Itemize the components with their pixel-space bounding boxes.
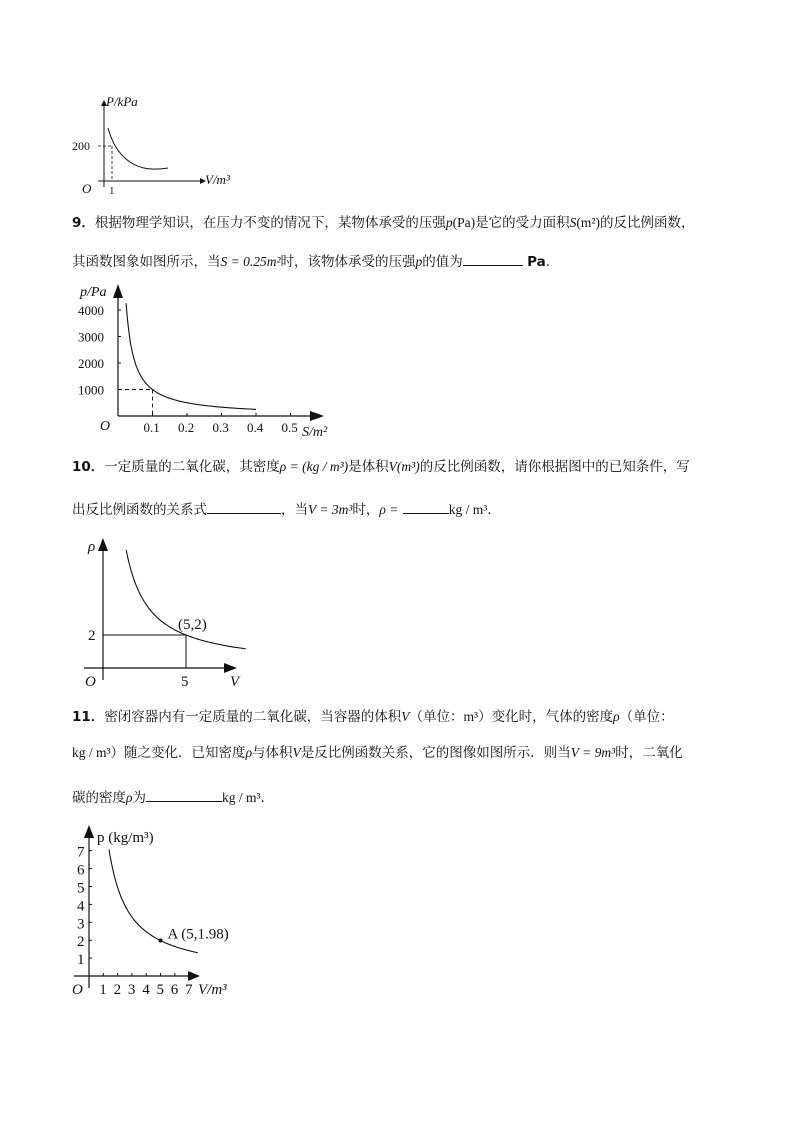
answer-blank[interactable] [463, 253, 523, 266]
y-axis-arrow-icon [113, 284, 123, 298]
x-tick-label: 3 [127, 982, 136, 998]
y-tick-label: 3 [77, 916, 85, 933]
question-10-line-1: 10．一定质量的二氧化碳，其密度ρ = (kg / m³)是体积V(m³)的反比例函数，请你根据图中的已知条件，写 [72, 459, 690, 475]
y-tick-label: 5 [77, 880, 85, 897]
y-tick-200: 200 [72, 139, 90, 153]
y-axis-label: ρ [88, 539, 96, 555]
answer-blank-function[interactable] [207, 501, 281, 514]
x-tick-label: 6 [170, 982, 179, 998]
y-tick-label: 1 [77, 952, 85, 969]
y-tick-label: 2000 [78, 356, 104, 371]
curve [108, 128, 168, 169]
x-axis-arrow-icon [188, 971, 200, 981]
x-tick-label: 2 [113, 982, 122, 998]
y-tick-label: 2 [88, 628, 96, 644]
x-tick-label: 0.3 [212, 420, 229, 435]
chart-pressure-area [72, 280, 352, 440]
origin-label: O [85, 674, 96, 690]
chart-density-volume-1 [80, 535, 250, 695]
question-11-line-2: kg / m³）随之变化．已知密度ρ与体积V是反比例函数关系，它的图像如图所示．则当V = 9m³时，二氧化 [72, 745, 683, 761]
point-label: (5,2) [178, 617, 207, 633]
y-tick-label: 4000 [78, 303, 104, 318]
curve [126, 550, 246, 649]
origin-label: O [100, 419, 111, 434]
y-axis-label: p/Pa [80, 285, 107, 300]
question-number: 9 [72, 215, 82, 231]
x-tick-label: 1 [99, 982, 107, 998]
question-9-line-1: 9．根据物理学知识，在压力不变的情况下，某物体承受的压强p(Pa)是它的受力面积S(m²)的反比例函数， [72, 215, 695, 231]
x-axis-label: V/m³ [198, 982, 227, 998]
point-label: A (5,1.98) [167, 926, 229, 943]
y-axis-label: P/kPa [106, 94, 138, 109]
y-tick-label: 1000 [78, 382, 104, 398]
x-tick-label: 5 [156, 982, 164, 998]
x-tick-label: 0.1 [143, 420, 160, 435]
question-9-line-2: 其函数图象如图所示，当S = 0.25m²时，该物体承受的压强p的值为 Pa. [72, 254, 551, 270]
graph-pressure-volume [68, 92, 248, 202]
chart-density-volume-2 [70, 820, 270, 1005]
question-10-line-2: 出反比例函数的关系式 ，当V = 3m³时，ρ = kg / m³. [72, 502, 492, 518]
x-tick-label: 4 [142, 982, 150, 998]
y-axis-arrow-icon [84, 825, 94, 838]
y-tick-label: 7 [77, 844, 85, 861]
point-a-marker [159, 939, 163, 943]
x-axis-label: V [230, 674, 240, 690]
x-tick-label: 5 [181, 674, 189, 690]
x-axis-label: S/m² [302, 425, 328, 440]
x-axis-arrow-icon [310, 411, 324, 421]
y-tick-label: 3000 [78, 329, 104, 345]
origin-label: O [72, 982, 83, 998]
x-tick-label: 0.2 [178, 420, 195, 435]
curve [126, 303, 256, 409]
y-axis-label: p (kg/m³) [97, 830, 154, 846]
origin-label: O [82, 181, 92, 196]
x-tick-label: 0.4 [247, 420, 264, 435]
y-tick-label: 6 [77, 862, 85, 879]
question-11-line-1: 11．密闭容器内有一定质量的二氧化碳，当容器的体积V（单位：m³）变化时，气体的密度ρ（单位： [72, 709, 674, 725]
x-axis-label: V/m³ [205, 172, 230, 187]
x-tick-1: 1 [109, 185, 115, 197]
x-axis-arrow-icon [224, 663, 237, 673]
answer-blank[interactable] [146, 789, 222, 802]
y-tick-label: 2 [77, 934, 85, 951]
y-axis-arrow-icon [98, 538, 108, 551]
question-11-line-3: 碳的密度ρ为 kg / m³. [72, 790, 265, 806]
x-tick-label: 7 [185, 982, 193, 998]
y-tick-label: 4 [77, 898, 85, 915]
answer-blank-density[interactable] [403, 501, 449, 514]
x-tick-label: 0.5 [281, 420, 298, 435]
